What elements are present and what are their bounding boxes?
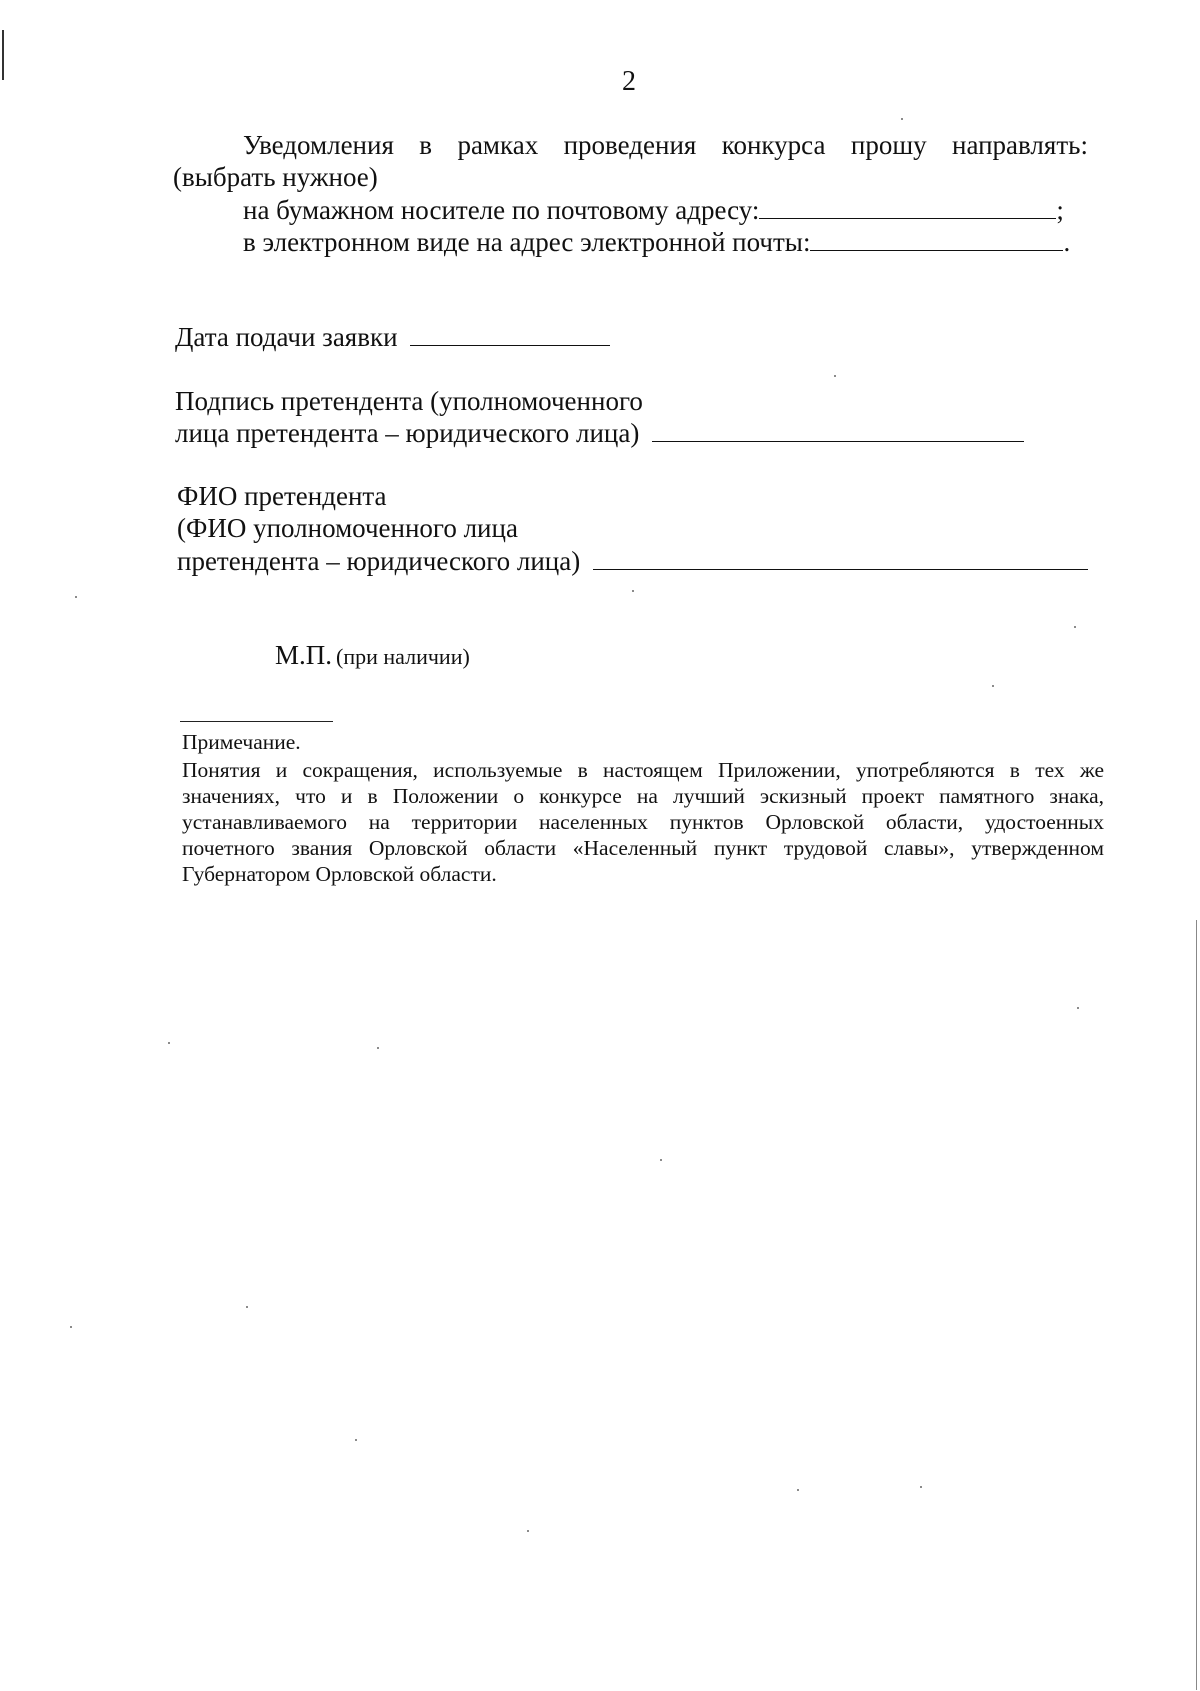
scan-speck bbox=[1074, 626, 1076, 628]
stamp-row bbox=[275, 640, 470, 671]
scan-speck bbox=[246, 1306, 248, 1308]
footnote-separator bbox=[180, 721, 333, 722]
stamp-note: (при наличии) bbox=[336, 644, 470, 669]
scan-speck bbox=[660, 1159, 662, 1161]
scan-speck bbox=[901, 118, 903, 120]
email-address-field[interactable] bbox=[810, 249, 1063, 251]
paper-option-row bbox=[243, 195, 1064, 226]
page-number: 2 bbox=[622, 66, 636, 97]
paper-option-label: на бумажном носителе по почтовому адресу: bbox=[243, 195, 760, 225]
signature-field[interactable] bbox=[652, 440, 1024, 442]
fio-label-line3: претендента – юридического лица) bbox=[177, 546, 581, 576]
intro-word: в bbox=[419, 130, 433, 160]
footnote-title: Примечание. bbox=[182, 730, 301, 754]
scan-speck bbox=[168, 1042, 170, 1044]
scan-speck bbox=[70, 1326, 72, 1328]
scan-speck bbox=[527, 1530, 529, 1532]
footnote-line: устанавливаемого на территории населенных пунктов Орловской области, удостоенных bbox=[182, 810, 1104, 834]
scan-speck bbox=[355, 1439, 357, 1441]
intro-word: конкурса bbox=[721, 130, 826, 160]
email-option-end: . bbox=[1063, 227, 1071, 257]
intro-word: Уведомления bbox=[243, 130, 394, 160]
scan-speck bbox=[992, 685, 994, 687]
scan-speck bbox=[920, 1486, 922, 1488]
scan-speck bbox=[1077, 1007, 1079, 1009]
date-row bbox=[175, 322, 610, 353]
fio-label-line2: (ФИО уполномоченного лица bbox=[177, 513, 518, 543]
footnote-line: Губернатором Орловской области. bbox=[182, 862, 497, 886]
stamp-mp: М.П. bbox=[275, 640, 333, 670]
footnote-line: Понятия и сокращения, используемые в настоящем Приложении, употребляются в тех же bbox=[182, 758, 1104, 782]
intro-word: проведения bbox=[563, 130, 697, 160]
fio-row bbox=[177, 546, 1088, 577]
scan-edge-right bbox=[1196, 920, 1197, 1690]
signature-label-line2: лица претендента – юридического лица) bbox=[175, 418, 640, 448]
choose-hint: (выбрать нужное) bbox=[173, 162, 378, 192]
footnote-body bbox=[182, 757, 1104, 887]
scan-speck bbox=[797, 1489, 799, 1491]
intro-word: направлять: bbox=[952, 130, 1088, 160]
date-label: Дата подачи заявки bbox=[175, 322, 398, 352]
scan-edge-left bbox=[2, 30, 4, 80]
scan-speck bbox=[377, 1047, 379, 1049]
fio-field[interactable] bbox=[593, 568, 1088, 570]
signature-label-line1: Подпись претендента (уполномоченного bbox=[175, 386, 643, 416]
scan-speck bbox=[75, 596, 77, 598]
email-option-row bbox=[243, 227, 1070, 258]
email-option-label: в электронном виде на адрес электронной почты: bbox=[243, 227, 811, 257]
scan-speck bbox=[834, 375, 836, 377]
intro-word: прошу bbox=[850, 130, 927, 160]
scan-speck bbox=[632, 590, 634, 592]
fio-label-line1: ФИО претендента bbox=[177, 481, 387, 511]
signature-row bbox=[175, 418, 1024, 449]
postal-address-field[interactable] bbox=[759, 217, 1056, 219]
date-field[interactable] bbox=[410, 344, 610, 346]
footnote-line: почетного звания Орловской области «Населенный пункт трудовой славы», утвержденном bbox=[182, 836, 1104, 860]
footnote-line: значениях, что и в Положении о конкурсе на лучший эскизный проект памятного знака, bbox=[182, 784, 1104, 808]
paper-option-end: ; bbox=[1056, 195, 1064, 225]
notification-intro bbox=[243, 130, 1088, 161]
intro-word: рамках bbox=[457, 130, 539, 160]
